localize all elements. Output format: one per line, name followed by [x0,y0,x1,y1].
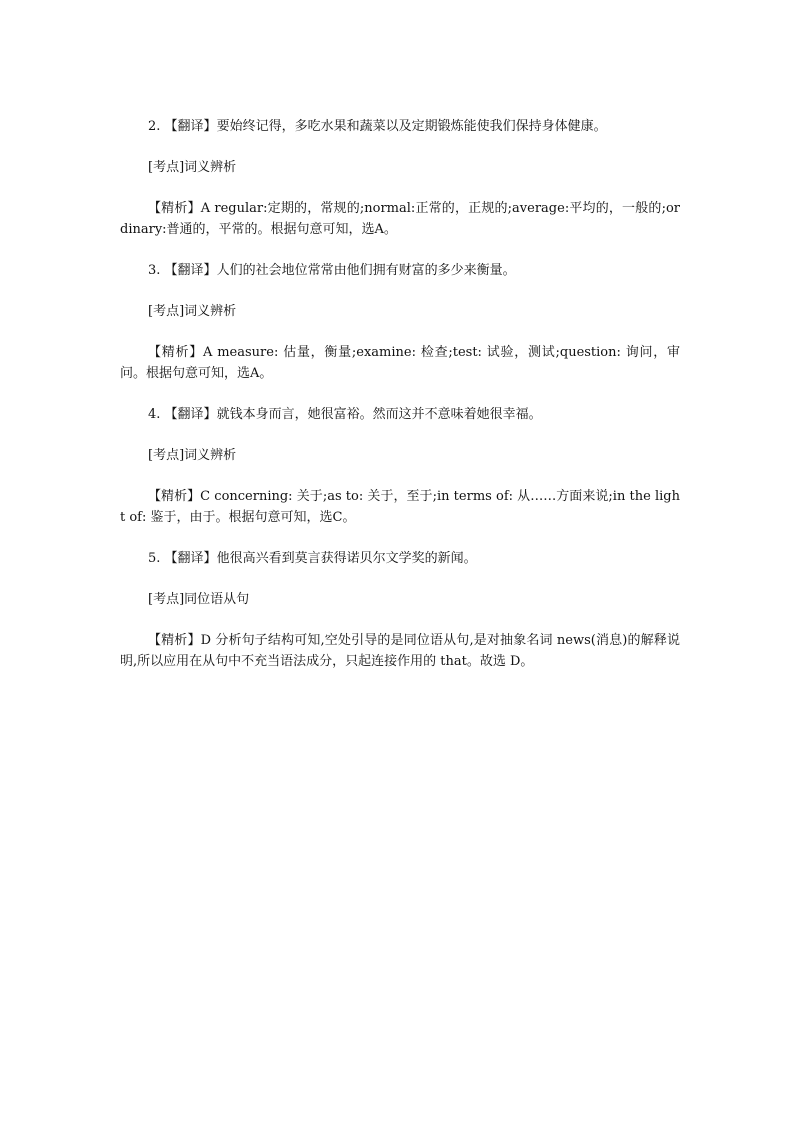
analysis-paragraph [120,630,680,672]
analysis-label: 【精析】 [148,489,201,504]
analysis-paragraph [120,198,680,240]
translate-label: 【翻译】 [164,119,217,134]
question-block-4 [120,404,680,528]
translation-line [120,260,680,281]
question-block-3 [120,260,680,384]
document-body [120,116,680,692]
translation-text: 人们的社会地位常常由他们拥有财富的多少来衡量。 [216,263,516,278]
analysis-text: C concerning: 关于;as to: 关于，至于;in terms of: 从……方面来说;in the light of: 鉴于，由于。根据句意可知，选C。 [120,489,680,525]
analysis-label: 【精析】 [148,633,201,648]
test-point: [考点]同位语从句 [148,592,250,607]
analysis-text: A measure: 估量，衡量;examine: 检查;test: 试验，测试;question: 询问，审问。根据句意可知，选A。 [120,345,680,381]
translation-text: 就钱本身而言，她很富裕。然而这并不意味着她很幸福。 [216,407,542,422]
analysis-label: 【精析】 [148,345,203,360]
test-point: [考点]词义辨析 [148,304,237,319]
question-block-2 [120,116,680,240]
analysis-label: 【精析】 [148,201,201,216]
question-block-5 [120,548,680,672]
translate-label: 【翻译】 [164,551,217,566]
test-point: [考点]词义辨析 [148,160,237,175]
question-number: 4. [148,407,161,422]
analysis-text: D 分析句子结构可知,空处引导的是同位语从句,是对抽象名词 news(消息)的解释说明,所以应用在从句中不充当语法成分，只起连接作用的 that。故选 D。 [120,633,680,669]
translation-text: 要始终记得，多吃水果和蔬菜以及定期锻炼能使我们保持身体健康。 [216,119,607,134]
question-number: 5. [148,551,161,566]
analysis-paragraph [120,342,680,384]
analysis-text: A regular:定期的，常规的;normal:正常的，正规的;average:平均的，一般的;ordinary:普通的，平常的。根据句意可知，选A。 [120,201,680,237]
analysis-paragraph [120,486,680,528]
question-number: 3. [148,263,161,278]
translation-line [120,116,680,137]
test-point: [考点]词义辨析 [148,448,237,463]
translate-label: 【翻译】 [164,407,217,422]
translation-text: 他很高兴看到莫言获得诺贝尔文学奖的新闻。 [216,551,477,566]
translate-label: 【翻译】 [164,263,217,278]
translation-line [120,548,680,569]
question-number: 2. [148,119,161,134]
translation-line [120,404,680,425]
